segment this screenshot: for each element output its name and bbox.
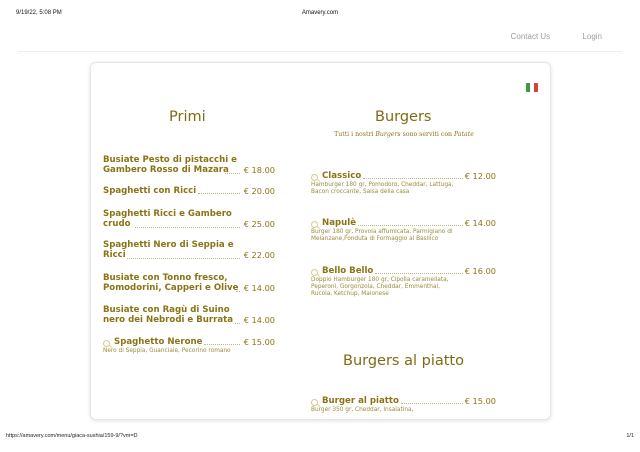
item-price: € 14.00 <box>243 283 275 294</box>
print-url: https://amavery.com/menu/giaca-sushia/159-9/?vm=D <box>6 433 138 439</box>
item-name: Busiate con Ragù di Suino nero dei Nebrodi e Burrata <box>103 305 234 326</box>
menu-item <box>311 266 496 297</box>
leader-dots <box>198 193 240 194</box>
leader-dots <box>401 403 463 404</box>
italian-flag-icon[interactable] <box>526 83 538 92</box>
item-price: € 20.00 <box>243 186 275 196</box>
item-name: Spaghetti Nero di Seppia e Ricci <box>103 240 234 261</box>
flag-stripe-red <box>534 83 538 92</box>
leader-dots <box>225 173 240 174</box>
burgers-subtitle: Tutti i nostri Burgers sono serviti con Patate <box>334 131 474 138</box>
item-description: Hamburger 180 gr, Pomodoro, Cheddar, Lattuga, Bacon croccante, Salsa della casa <box>311 182 454 195</box>
header-divider <box>18 51 622 52</box>
search-icon[interactable] <box>311 221 318 228</box>
menu-item <box>311 218 496 243</box>
leader-dots <box>127 258 240 259</box>
item-name: Spaghetti Ricci e Gambero crudo <box>103 209 232 230</box>
login-link[interactable]: Login <box>582 32 602 41</box>
item-name: Spaghetto Nerone <box>114 337 203 347</box>
leader-dots <box>358 225 463 226</box>
item-name: Napulè <box>322 218 357 228</box>
item-name: Burger al piatto <box>322 396 399 406</box>
burgers-title: Burgers <box>375 109 432 125</box>
menu-item <box>103 209 275 230</box>
item-price: € 15.00 <box>464 396 496 406</box>
item-name: Busiate Pesto di pistacchi e Gambero Rosso di Mazara <box>103 155 237 176</box>
menu-item <box>311 396 496 414</box>
search-icon[interactable] <box>311 269 318 276</box>
item-description: Doppio Hamburger 180 gr, Cipolla caramellata, Peperoni, Gorgonzola, Cheddar, Emmenthal, Rucola, Ketchup, Maionese <box>311 277 449 297</box>
primi-title: Primi <box>169 109 206 125</box>
burgers-piatto-title: Burgers al piatto <box>343 353 464 369</box>
item-price: € 14.00 <box>464 218 496 228</box>
search-icon[interactable] <box>103 340 110 347</box>
print-site-title: Amavery.com <box>301 10 339 16</box>
item-price: € 16.00 <box>464 266 496 276</box>
item-name: Classico <box>322 171 362 181</box>
item-price: € 14.00 <box>243 315 275 326</box>
print-page-number: 1/1 <box>626 433 634 439</box>
top-nav <box>481 32 602 41</box>
leader-dots <box>375 273 462 274</box>
leader-dots <box>135 227 240 228</box>
search-icon[interactable] <box>311 399 318 406</box>
item-price: € 25.00 <box>243 219 275 230</box>
item-description: Nero di Seppia, Guanciale, Pecorino romano <box>103 348 231 355</box>
item-name: Bello Bello <box>322 266 374 276</box>
menu-item <box>103 337 275 355</box>
item-price: € 22.00 <box>243 250 275 261</box>
menu-item <box>103 155 275 176</box>
print-date: 9/19/22, 5:08 PM <box>16 10 62 16</box>
print-footer <box>6 433 634 439</box>
menu-item <box>103 240 275 261</box>
item-price: € 12.00 <box>464 171 496 181</box>
leader-dots <box>204 344 239 345</box>
item-price: € 18.00 <box>243 165 275 176</box>
item-description: Burger 180 gr, Provola affumicata, Parmigiano di Melanzane,Fonduta di Formaggio al Basilico <box>311 229 453 242</box>
item-price: € 15.00 <box>243 337 275 347</box>
menu-item <box>311 171 496 196</box>
leader-dots <box>235 323 240 324</box>
contact-us-link[interactable]: Contact Us <box>510 32 551 41</box>
item-description: Burger 350 gr, Cheddar, Insalatina, <box>311 407 414 414</box>
menu-item <box>103 273 275 294</box>
menu-item <box>103 186 275 196</box>
item-name: Spaghetti con Ricci <box>103 186 197 196</box>
menu-card <box>90 62 551 420</box>
leader-dots <box>363 178 463 179</box>
leader-dots <box>236 291 240 292</box>
menu-item <box>103 305 275 326</box>
item-name: Busiate con Tonno fresco, Pomodorini, Capperi e Olive <box>103 273 239 294</box>
search-icon[interactable] <box>311 174 318 181</box>
